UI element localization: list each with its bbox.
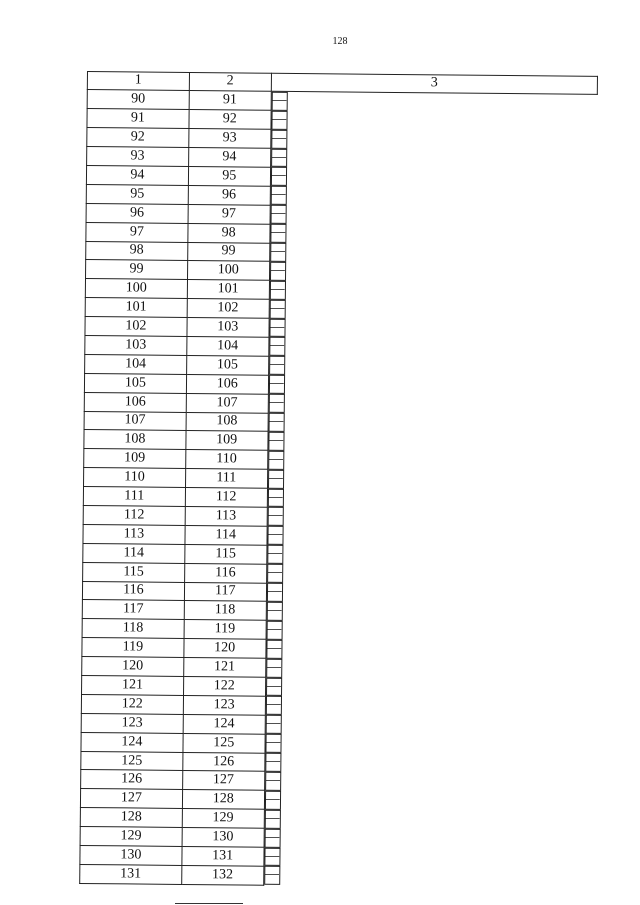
table-cell-col-3: — xyxy=(271,148,287,167)
table-cell-col-2: 124 xyxy=(183,714,265,734)
table-cell-col-2: 112 xyxy=(185,488,267,508)
table-cell-col-3: — xyxy=(268,451,284,470)
table-cell-col-2: 97 xyxy=(188,204,270,224)
table-cell-col-3: — xyxy=(269,299,285,318)
table-cell-col-1: 94 xyxy=(86,165,188,185)
table-cell-col-1: 109 xyxy=(84,449,186,469)
table-cell-col-3: — xyxy=(267,564,283,583)
table-cell-col-2: 110 xyxy=(185,450,267,470)
page-number: 128 xyxy=(332,36,348,47)
table-cell-col-1: 125 xyxy=(81,751,183,771)
table-cell-col-2: 94 xyxy=(188,148,270,168)
table-cell-col-3: — xyxy=(270,224,286,243)
table-cell-col-1: 95 xyxy=(86,184,188,204)
table-cell-col-2: 96 xyxy=(188,185,270,205)
table-cell-col-3: — xyxy=(270,243,286,262)
table-cell-col-3: — xyxy=(265,696,281,715)
table-cell-col-1: 124 xyxy=(81,732,183,752)
table-cell-col-1: 117 xyxy=(82,600,184,620)
table-cell-col-1: 96 xyxy=(86,203,188,223)
table-cell-col-3: — xyxy=(270,186,286,205)
table-cell-col-3: — xyxy=(265,791,281,810)
table-cell-col-1: 130 xyxy=(80,845,182,865)
table-cell-col-3: — xyxy=(270,262,286,281)
table-cell-col-1: 106 xyxy=(84,392,186,412)
table-cell-col-1: 129 xyxy=(80,827,182,847)
table-cell-col-2: 101 xyxy=(187,280,269,300)
table-cell-col-1: 114 xyxy=(83,543,185,563)
table-cell-col-2: 93 xyxy=(189,129,271,149)
table-cell-col-1: 123 xyxy=(81,713,183,733)
table-cell-col-3: — xyxy=(266,639,282,658)
table-cell-col-2: 131 xyxy=(182,846,264,866)
table-cell-col-2: 117 xyxy=(184,582,266,602)
table-cell-col-2: 127 xyxy=(182,771,264,791)
column-header-2: 2 xyxy=(189,72,271,91)
column-header-1: 1 xyxy=(87,72,189,91)
table-cell-col-1: 126 xyxy=(81,770,183,790)
table-cell-col-1: 97 xyxy=(86,222,188,242)
table-cell-col-1: 100 xyxy=(85,279,187,299)
table-cell-col-2: 122 xyxy=(183,676,265,696)
table-cell-col-3: — xyxy=(269,337,285,356)
table-cell-col-2: 111 xyxy=(185,469,267,489)
table-cell-col-2: 106 xyxy=(186,374,268,394)
table-cell-col-3: — xyxy=(269,356,285,375)
table-cell-col-1: 121 xyxy=(82,675,184,695)
table-cell-col-3: — xyxy=(265,715,281,734)
table-cell-col-2: 109 xyxy=(186,431,268,451)
table-cell-col-1: 131 xyxy=(80,864,182,884)
table-cell-col-1: 102 xyxy=(85,317,187,337)
table-cell-col-3: — xyxy=(266,602,282,621)
table-cell-col-2: 107 xyxy=(186,393,268,413)
table-cell-col-3: — xyxy=(269,375,285,394)
table-cell-col-2: 132 xyxy=(182,865,264,885)
table-cell-col-1: 99 xyxy=(86,260,188,280)
table-cell-col-2: 114 xyxy=(185,525,267,545)
table-cell-col-2: 98 xyxy=(188,223,270,243)
table-cell-col-3: — xyxy=(268,413,284,432)
table-cell-col-2: 92 xyxy=(189,110,271,130)
table-cell-col-2: 100 xyxy=(187,261,269,281)
table-cell-col-2: 121 xyxy=(184,658,266,678)
table-cell-col-3: — xyxy=(265,772,281,791)
table-cell-col-2: 105 xyxy=(186,355,268,375)
table-cell-col-1: 105 xyxy=(84,373,186,393)
table-cell-col-3: — xyxy=(271,167,287,186)
table-cell-col-2: 95 xyxy=(188,166,270,186)
table-row xyxy=(80,864,590,888)
table-cell-col-3: — xyxy=(264,847,280,866)
table-cell-col-2: 108 xyxy=(186,412,268,432)
table-cell-col-3: — xyxy=(264,809,280,828)
table-cell-col-2: 120 xyxy=(184,639,266,659)
table-cell-col-2: 116 xyxy=(184,563,266,583)
table-cell-col-1: 118 xyxy=(82,619,184,639)
table-cell-col-3: — xyxy=(268,469,284,488)
table-cell-col-3: — xyxy=(264,828,280,847)
table-cell-col-1: 122 xyxy=(81,694,183,714)
data-table xyxy=(79,71,598,889)
table-cell-col-1: 98 xyxy=(86,241,188,261)
table-cell-col-3: — xyxy=(264,866,280,885)
table-cell-col-2: 102 xyxy=(187,299,269,319)
table-cell-col-2: 125 xyxy=(183,733,265,753)
table-cell-col-1: 112 xyxy=(83,505,185,525)
table-cell-col-2: 115 xyxy=(185,544,267,564)
table-cell-col-2: 126 xyxy=(183,752,265,772)
table-cell-col-3: — xyxy=(267,583,283,602)
table-cell-col-1: 90 xyxy=(87,89,189,109)
table-cell-col-1: 101 xyxy=(85,298,187,318)
table-cell-col-1: 108 xyxy=(84,430,186,450)
table-cell-col-2: 118 xyxy=(184,601,266,621)
table-cell-col-1: 107 xyxy=(84,411,186,431)
table-cell-col-3: — xyxy=(267,507,283,526)
table-cell-col-2: 99 xyxy=(187,242,269,262)
table-cell-col-1: 128 xyxy=(80,808,182,828)
table-cell-col-2: 130 xyxy=(182,828,264,848)
table-cell-col-3: — xyxy=(270,205,286,224)
table-cell-col-3: — xyxy=(268,394,284,413)
table-cell-col-3: — xyxy=(268,432,284,451)
footer-rule xyxy=(175,903,243,904)
table-cell-col-3: — xyxy=(265,753,281,772)
table-cell-col-1: 116 xyxy=(82,581,184,601)
table-cell-col-3: — xyxy=(266,658,282,677)
table-cell-col-3: — xyxy=(266,677,282,696)
table-cell-col-1: 110 xyxy=(84,468,186,488)
table-cell-col-3: — xyxy=(271,129,287,148)
table-cell-col-3: — xyxy=(267,526,283,545)
table-cell-col-1: 111 xyxy=(83,487,185,507)
footer-marks xyxy=(0,899,640,905)
table-cell-col-2: 119 xyxy=(184,620,266,640)
table-cell-col-1: 104 xyxy=(85,354,187,374)
table-cell-col-2: 129 xyxy=(182,809,264,829)
table-cell-col-1: 93 xyxy=(87,147,189,167)
table-cell-col-2: 123 xyxy=(183,695,265,715)
table-cell-col-2: 104 xyxy=(187,336,269,356)
table-cell-col-1: 127 xyxy=(80,789,182,809)
table-cell-col-2: 113 xyxy=(185,506,267,526)
table-cell-col-1: 92 xyxy=(87,128,189,148)
table-cell-col-1: 115 xyxy=(83,562,185,582)
table-cell-col-3: — xyxy=(269,281,285,300)
table-cell-col-3: — xyxy=(269,318,285,337)
table-cell-col-3: — xyxy=(267,488,283,507)
table-cell-col-3: — xyxy=(265,734,281,753)
table-cell-col-1: 119 xyxy=(82,638,184,658)
table-cell-col-1: 91 xyxy=(87,109,189,129)
table-cell-col-3: — xyxy=(266,621,282,640)
table-cell-col-1: 120 xyxy=(82,657,184,677)
table-cell-col-3: — xyxy=(267,545,283,564)
table-cell-col-2: 128 xyxy=(182,790,264,810)
table-cell-col-3: — xyxy=(271,92,287,111)
table-cell-col-1: 113 xyxy=(83,524,185,544)
table-cell-col-1: 103 xyxy=(85,335,187,355)
table-cell-col-3: — xyxy=(271,111,287,130)
table-body xyxy=(80,89,598,888)
table-cell-col-2: 103 xyxy=(187,318,269,338)
column-header-3: 3 xyxy=(271,73,597,94)
table-cell-col-2: 91 xyxy=(189,90,271,110)
